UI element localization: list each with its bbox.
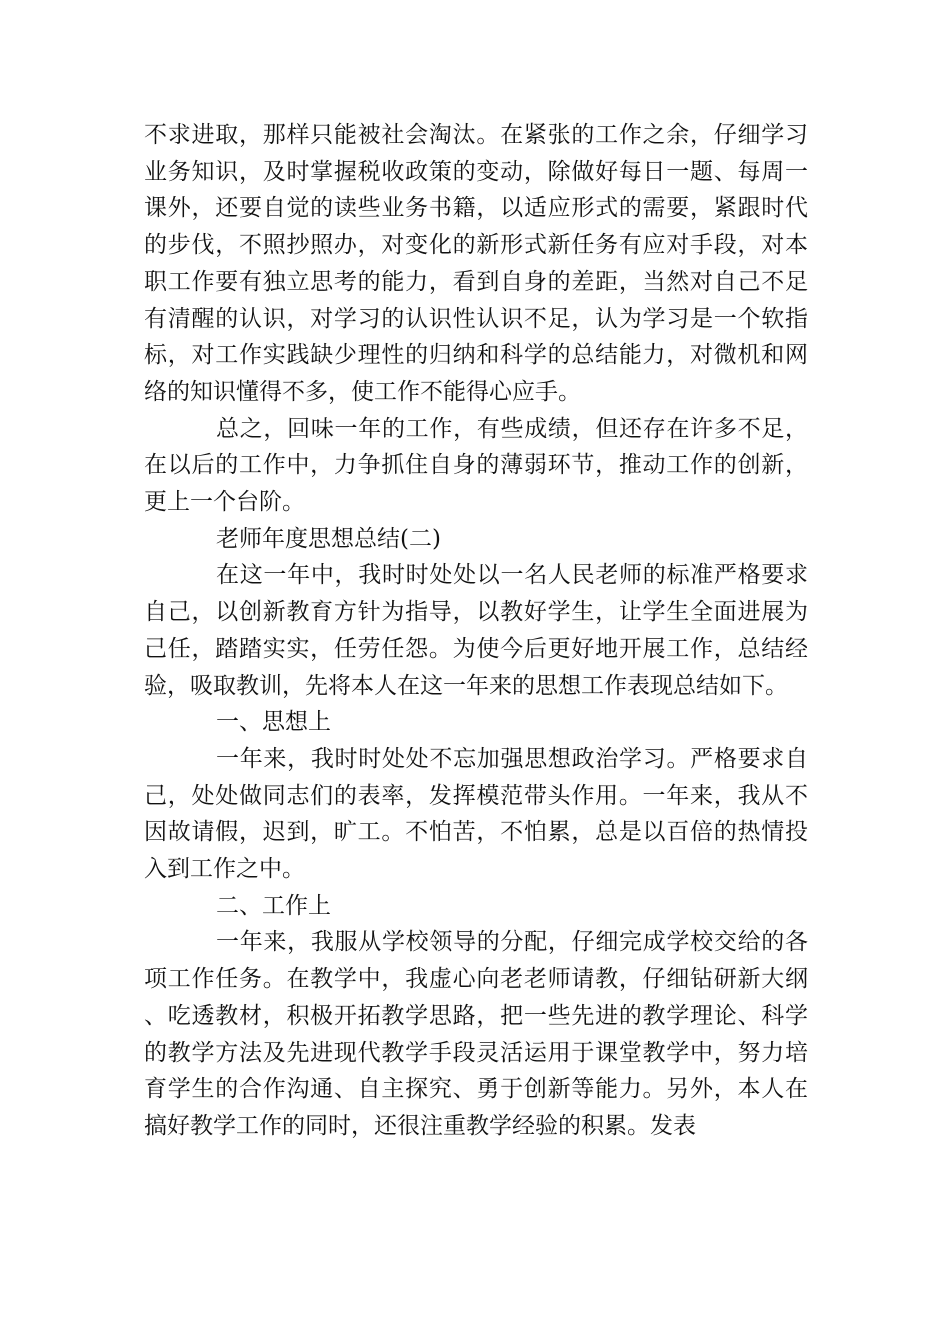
paragraph-8: 一年来，我服从学校领导的分配，仔细完成学校交给的各项工作任务。在教学中，我虚心向老老师请教，仔细钻研新大纲、吃透教材，积极开拓教学思路，把一些先进的教学理论、科学的教学方法及先进现代教学手段灵活运用于课堂教学中，努力培育学生的合作沟通、自主探究、勇于创新等能力。另外，本人在搞好教学工作的同时，还很注重教学经验的积累。发表 (144, 929, 808, 1139)
heading-work: 二、工作上 (216, 892, 331, 919)
paragraph-6: 一年来，我时时处处不忘加强思想政治学习。严格要求自己，处处做同志们的表率，发挥模范带头作用。一年来，我从不因故请假，迟到，旷工。不怕苦，不怕累，总是以百倍的热情投入到工作之中。 (144, 745, 808, 883)
paragraph-1: 不求进取，那样只能被社会淘汰。在紧张的工作之余，仔细学习业务知识，及时掌握税收政策的变动，除做好每日一题、每周一课外，还要自觉的读些业务书籍，以适应形式的需要，紧跟时代的步伐，不照抄照办，对变化的新形式新任务有应对手段，对本职工作要有独立思考的能力，看到自身的差距，当然对自己不足有清醒的认识，对学习的认识性认识不足，认为学习是一个软指标，对工作实践缺少理性的归纳和科学的总结能力，对微机和网络的知识懂得不多，使工作不能得心应手。 (144, 122, 808, 405)
document-body (144, 117, 808, 1145)
heading-thought: 一、思想上 (216, 709, 331, 736)
paragraph-4: 在这一年中，我时时处处以一名人民老师的标准严格要求自己，以创新教育方针为指导，以教好学生，让学生全面进展为己任，踏踏实实，任劳任怨。为使今后更好地开展工作，总结经验，吸取教训，先将本人在这一年来的思想工作表现总结如下。 (144, 562, 808, 699)
paragraph-2: 总之，回味一年的工作，有些成绩，但还存在许多不足，在以后的工作中，力争抓住自身的薄弱环节，推动工作的创新，更上一个台阶。 (144, 415, 808, 516)
section-title: 老师年度思想总结(二) (216, 525, 441, 552)
